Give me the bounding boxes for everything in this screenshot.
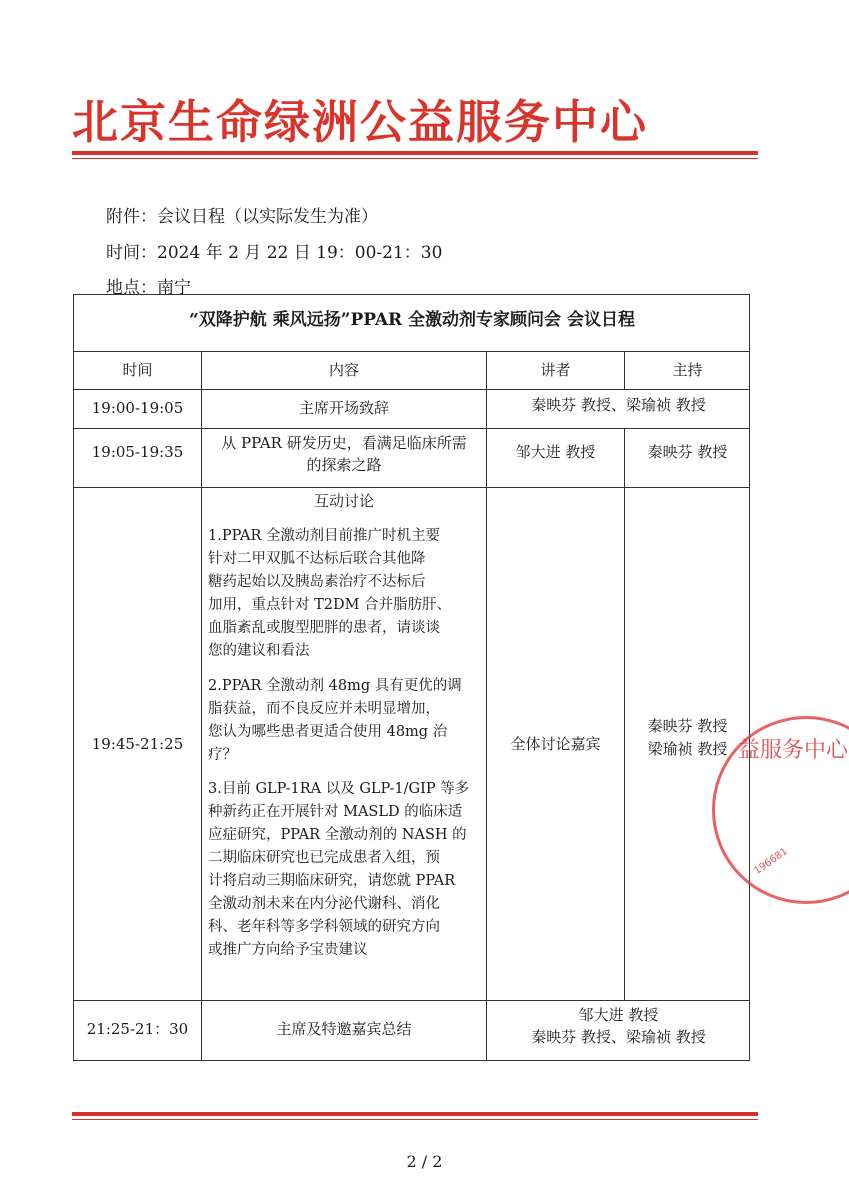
row1-time: 19:00-19:05 bbox=[91, 399, 184, 417]
question-2-line: 疗？ bbox=[208, 747, 237, 763]
row3-heading: 互动讨论 bbox=[313, 492, 374, 510]
question-3-line: 应症研究，PPAR 全激动剂的 NASH 的 bbox=[208, 827, 467, 843]
row2-host: 秦映芬 教授 bbox=[647, 443, 728, 461]
seal-number: 196681 bbox=[752, 846, 790, 877]
question-2-line: 您认为哪些患者更适合使用 48mg 治 bbox=[208, 724, 448, 740]
table-line bbox=[624, 428, 625, 1000]
question-3-line: 3.目前 GLP-1RA 以及 GLP-1/GIP 等多 bbox=[208, 781, 470, 797]
question-3-line: 科、老年科等多学科领域的研究方向 bbox=[208, 919, 440, 935]
row1-content: 主席开场致辞 bbox=[298, 399, 389, 417]
row2-content-line2: 的探索之路 bbox=[306, 456, 382, 474]
attachment-line: 附件：会议日程（以实际发生为准） bbox=[106, 207, 378, 227]
header-content: 内容 bbox=[328, 361, 359, 379]
row3-host-line2: 梁瑜祯 教授 bbox=[647, 740, 728, 758]
question-1-line: 针对二甲双胍不达标后联合其他降 bbox=[208, 551, 426, 567]
table-line bbox=[74, 487, 750, 488]
question-1-line: 糖药起始以及胰岛素治疗不达标后 bbox=[208, 574, 426, 590]
table-line bbox=[74, 1000, 750, 1001]
agenda-title: “双降护航 乘风远扬”PPAR 全激动剂专家顾问会 会议日程 bbox=[189, 310, 635, 330]
footer-rule-thin bbox=[72, 1119, 758, 1120]
table-line bbox=[74, 389, 750, 390]
location-line: 地点：南宁 bbox=[106, 278, 191, 298]
seal-text: 益服务中心 bbox=[738, 738, 849, 763]
question-1-line: 您的建议和看法 bbox=[208, 643, 310, 659]
page-number: 2 / 2 bbox=[406, 1152, 443, 1171]
row1-speaker-host: 秦映芬 教授、梁瑜祯 教授 bbox=[531, 396, 706, 414]
row3-host-line1: 秦映芬 教授 bbox=[647, 717, 728, 735]
question-3-line: 种新药正在开展针对 MASLD 的临床适 bbox=[208, 804, 463, 820]
table-line bbox=[74, 428, 750, 429]
question-3 bbox=[208, 778, 469, 962]
header-time: 时间 bbox=[122, 361, 153, 379]
question-1 bbox=[208, 525, 451, 663]
question-3-line: 计将启动三期临床研究，请您就 PPAR bbox=[208, 873, 456, 889]
header-rule-thick bbox=[72, 151, 758, 155]
row3-time: 19:45-21:25 bbox=[91, 735, 184, 753]
row3-speaker: 全体讨论嘉宾 bbox=[510, 735, 601, 753]
header-host: 主持 bbox=[672, 361, 703, 379]
header-rule-thin bbox=[72, 158, 758, 159]
row4-content: 主席及特邀嘉宾总结 bbox=[276, 1020, 412, 1038]
question-3-line: 或推广方向给予宝贵建议 bbox=[208, 942, 368, 958]
question-3-line: 全激动剂未来在内分泌代谢科、消化 bbox=[208, 896, 440, 912]
header-speaker: 讲者 bbox=[540, 361, 571, 379]
row2-time: 19:05-19:35 bbox=[91, 443, 184, 461]
row4-time: 21:25-21：30 bbox=[86, 1020, 189, 1038]
table-line bbox=[74, 351, 750, 352]
question-1-line: 加用，重点针对 T2DM 合并脂肪肝、 bbox=[208, 597, 452, 613]
question-2-line: 脂获益，而不良反应并未明显增加， bbox=[208, 701, 440, 717]
row2-speaker: 邹大进 教授 bbox=[515, 443, 596, 461]
question-3-line: 二期临床研究也已完成患者入组，预 bbox=[208, 850, 440, 866]
question-1-line: 血脂紊乱或腹型肥胖的患者，请谈谈 bbox=[208, 620, 440, 636]
question-2-line: 2.PPAR 全激动剂 48mg 具有更优的调 bbox=[208, 678, 462, 694]
row4-speaker-host-line2: 秦映芬 教授、梁瑜祯 教授 bbox=[531, 1028, 706, 1046]
question-1-line: 1.PPAR 全激动剂目前推广时机主要 bbox=[208, 528, 441, 544]
organization-letterhead: 北京生命绿洲公益服务中心 bbox=[72, 95, 648, 149]
footer-rule-thick bbox=[72, 1112, 758, 1116]
time-line: 时间：2024 年 2 月 22 日 19：00-21：30 bbox=[106, 243, 443, 263]
row4-speaker-host-line1: 邹大进 教授 bbox=[578, 1006, 659, 1024]
row2-content-line1: 从 PPAR 研发历史，看满足临床所需 bbox=[221, 434, 467, 452]
question-2 bbox=[208, 675, 462, 767]
